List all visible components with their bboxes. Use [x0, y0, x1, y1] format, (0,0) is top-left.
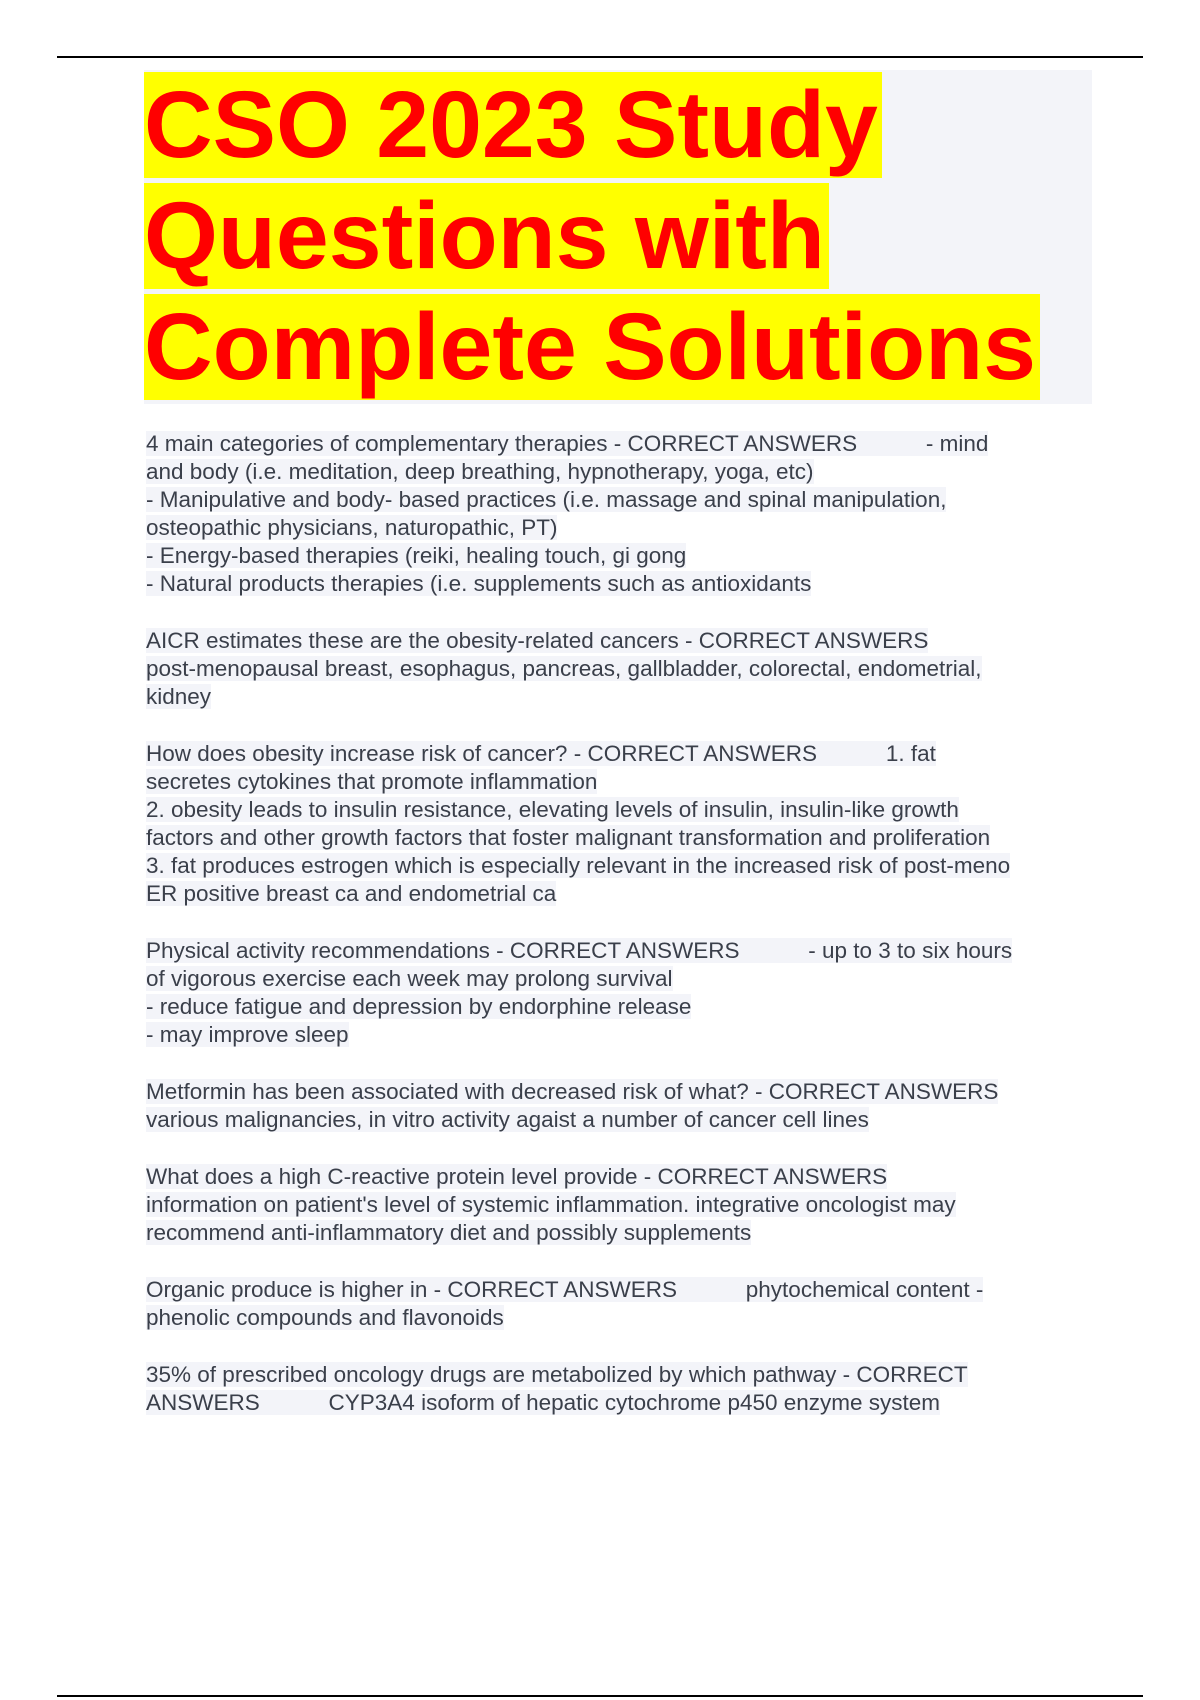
- qa-item-physical-activity: [146, 937, 1096, 1049]
- qa-line-text: Metformin has been associated with decreased risk of what? - CORRECT ANSWERS: [146, 1079, 999, 1104]
- title-line: [144, 292, 1040, 403]
- title-line: [144, 181, 1040, 292]
- qa-line: [146, 1191, 1096, 1219]
- qa-line: [146, 542, 1096, 570]
- qa-line: [146, 1106, 1096, 1134]
- qa-line-text: What does a high C-reactive protein level provide - CORRECT ANSWERS: [146, 1164, 888, 1189]
- qa-line: [146, 1078, 1096, 1106]
- qa-line-text: factors and other growth factors that foster malignant transformation and proliferation: [146, 825, 991, 850]
- qa-line-text: 35% of prescribed oncology drugs are metabolized by which pathway - CORRECT: [146, 1362, 968, 1387]
- qa-line-text: Physical activity recommendations - CORRECT ANSWERS - up to 3 to six hours: [146, 938, 1013, 963]
- qa-line: [146, 852, 1096, 880]
- qa-line-text: AICR estimates these are the obesity-related cancers - CORRECT ANSWERS: [146, 628, 929, 653]
- qa-line-text: of vigorous exercise each week may prolong survival: [146, 966, 673, 991]
- qa-line-text: - may improve sleep: [146, 1022, 349, 1047]
- qa-line-text: 3. fat produces estrogen which is especially relevant in the increased risk of post-meno: [146, 853, 1011, 878]
- qa-line: [146, 514, 1096, 542]
- qa-line: [146, 627, 1096, 655]
- qa-line: [146, 1304, 1096, 1332]
- qa-line: [146, 880, 1096, 908]
- qa-line: [146, 993, 1096, 1021]
- qa-line-text: - Energy-based therapies (reiki, healing touch, gi gong: [146, 543, 687, 568]
- qa-item-obesity-cancer-risk: [146, 740, 1096, 908]
- qa-line: [146, 1021, 1096, 1049]
- title-line: [144, 70, 1040, 181]
- qa-line: [146, 655, 1096, 683]
- qa-line-text: information on patient's level of systemic inflammation. integrative oncologist may: [146, 1192, 956, 1217]
- qa-line-text: post-menopausal breast, esophagus, pancreas, gallbladder, colorectal, endometrial,: [146, 656, 982, 681]
- qa-line-text: kidney: [146, 684, 212, 709]
- qa-line-text: - Manipulative and body- based practices (i.e. massage and spinal manipulation,: [146, 487, 947, 512]
- qa-line: [146, 768, 1096, 796]
- qa-item-complementary-therapies: [146, 430, 1096, 598]
- qa-item-c-reactive-protein: [146, 1163, 1096, 1247]
- qa-line: [146, 824, 1096, 852]
- title-highlight: Questions with: [144, 183, 829, 289]
- qa-list: [146, 430, 1096, 1446]
- qa-item-oncology-drug-metabolism: [146, 1361, 1096, 1417]
- qa-line: [146, 1163, 1096, 1191]
- qa-line-text: various malignancies, in vitro activity agaist a number of cancer cell lines: [146, 1107, 869, 1132]
- qa-line: [146, 937, 1096, 965]
- qa-item-metformin: [146, 1078, 1096, 1134]
- qa-line-text: phenolic compounds and flavonoids: [146, 1305, 504, 1330]
- qa-line: [146, 683, 1096, 711]
- qa-line-text: recommend anti-inflammatory diet and possibly supplements: [146, 1220, 752, 1245]
- qa-line-text: ANSWERS CYP3A4 isoform of hepatic cytochrome p450 enzyme system: [146, 1390, 941, 1415]
- title-highlight: Complete Solutions: [144, 294, 1040, 400]
- qa-line-text: secretes cytokines that promote inflammation: [146, 769, 598, 794]
- qa-line-text: How does obesity increase risk of cancer? - CORRECT ANSWERS 1. fat: [146, 741, 936, 766]
- qa-line: [146, 740, 1096, 768]
- qa-line-text: - reduce fatigue and depression by endorphine release: [146, 994, 692, 1019]
- qa-line-text: osteopathic physicians, naturopathic, PT): [146, 515, 558, 540]
- title-highlight: CSO 2023 Study: [144, 72, 882, 178]
- qa-line: [146, 1276, 1096, 1304]
- qa-line-text: 2. obesity leads to insulin resistance, elevating levels of insulin, insulin-like growth: [146, 797, 959, 822]
- qa-line: [146, 965, 1096, 993]
- document-title: [144, 70, 1040, 403]
- qa-line-text: 4 main categories of complementary therapies - CORRECT ANSWERS - mind: [146, 431, 989, 456]
- qa-line-text: Organic produce is higher in - CORRECT ANSWERS phytochemical content -: [146, 1277, 984, 1302]
- qa-line: [146, 1389, 1096, 1417]
- qa-item-obesity-related-cancers: [146, 627, 1096, 711]
- qa-line: [146, 458, 1096, 486]
- bottom-rule: [57, 1695, 1143, 1697]
- qa-line: [146, 486, 1096, 514]
- qa-line: [146, 1219, 1096, 1247]
- qa-line: [146, 430, 1096, 458]
- title-block: [144, 70, 1092, 404]
- qa-line: [146, 1361, 1096, 1389]
- qa-line-text: - Natural products therapies (i.e. supplements such as antioxidants: [146, 571, 812, 596]
- qa-line-text: and body (i.e. meditation, deep breathing, hypnotherapy, yoga, etc): [146, 459, 814, 484]
- qa-line: [146, 570, 1096, 598]
- qa-line: [146, 796, 1096, 824]
- top-rule: [57, 56, 1143, 58]
- qa-item-organic-produce: [146, 1276, 1096, 1332]
- qa-line-text: ER positive breast ca and endometrial ca: [146, 881, 557, 906]
